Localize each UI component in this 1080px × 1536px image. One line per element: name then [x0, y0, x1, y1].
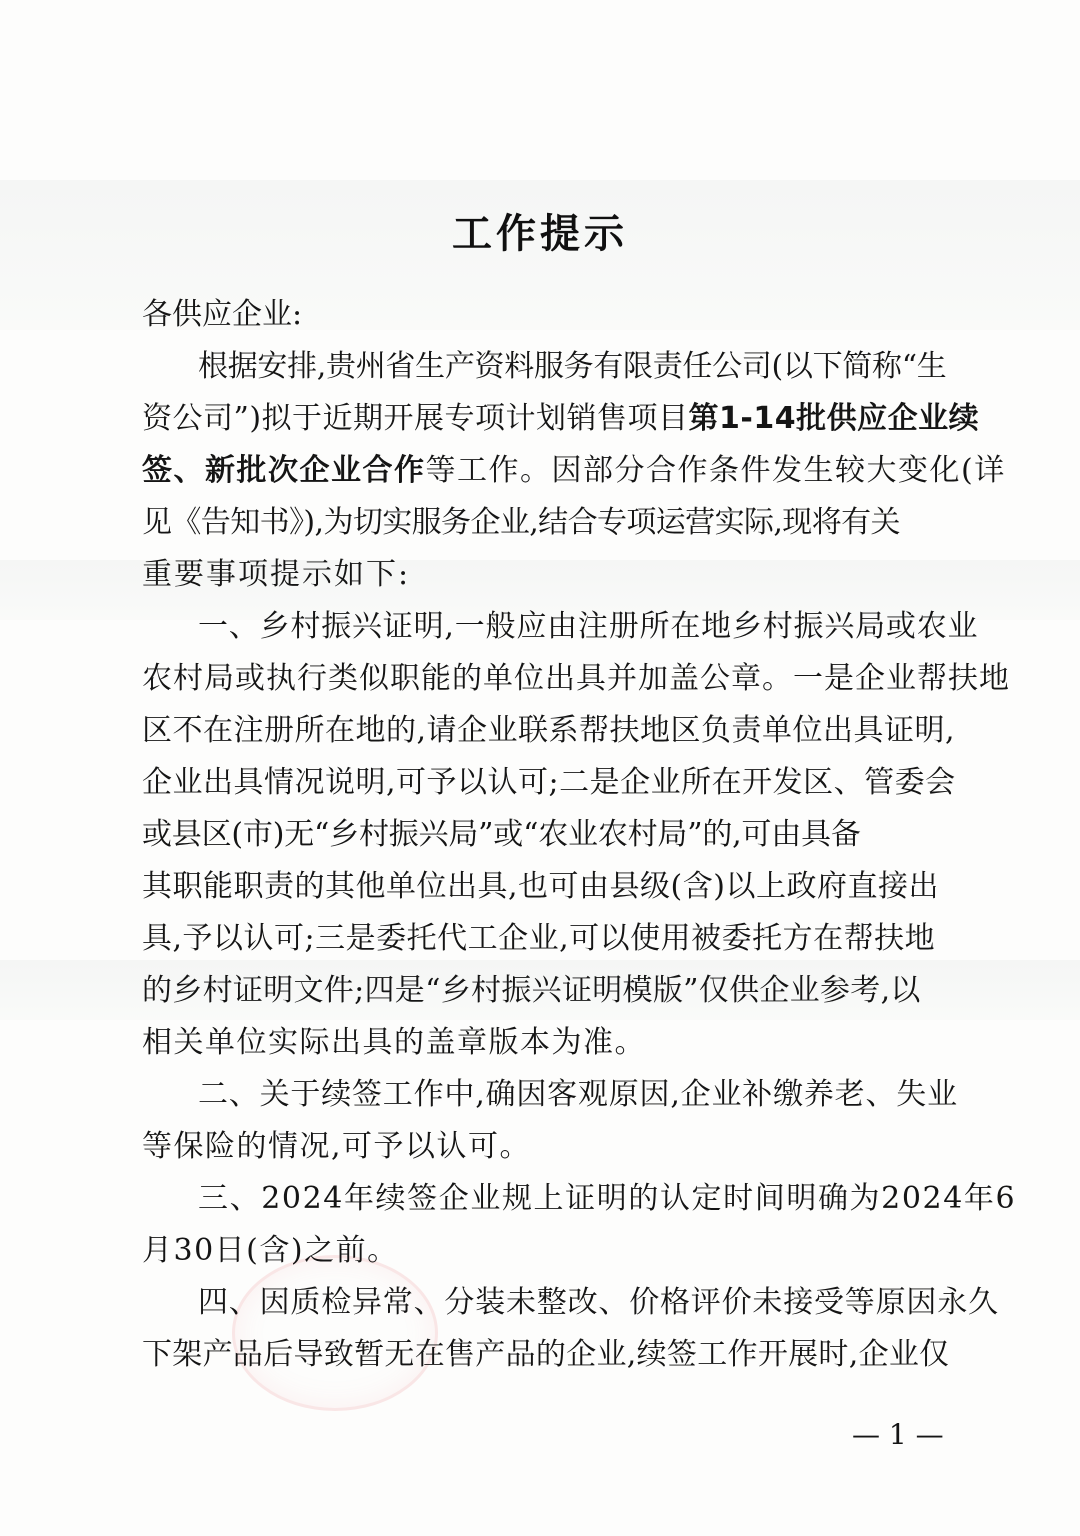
- paragraph-line: 区不在注册所在地的,请企业联系帮扶地区负责单位出具证明,: [142, 713, 956, 748]
- paragraph-line: 相关单位实际出具的盖章版本为准。: [142, 1025, 646, 1060]
- document-title: 工作提示: [452, 210, 628, 257]
- paragraph-line: 其职能职责的其他单位出具,也可由县级(含)以上政府直接出: [142, 869, 939, 904]
- paragraph-line: 具,予以认可;三是委托代工企业,可以使用被委托方在帮扶地: [142, 921, 936, 956]
- paragraph-line: [142, 397, 979, 441]
- paragraph-line: 企业出具情况说明,可予以认可;二是企业所在开发区、管委会: [142, 765, 956, 800]
- paragraph-line: 农村局或执行类似职能的单位出具并加盖公章。一是企业帮扶地: [142, 661, 1010, 696]
- paragraph-line: 三、2024年续签企业规上证明的认定时间明确为2024年6: [198, 1181, 1017, 1216]
- page-number: — 1 —: [852, 1418, 944, 1451]
- paragraph-line: 重要事项提示如下:: [142, 557, 411, 592]
- paragraph-line: 四、因质检异常、分装未整改、价格评价未接受等原因永久: [198, 1285, 999, 1320]
- emphasis-text: 签、新批次企业合作: [142, 453, 426, 488]
- paragraph-line: 根据安排,贵州省生产资料服务有限责任公司(以下简称“生: [198, 349, 947, 384]
- paragraph-text: 资公司”)拟于近期开展专项计划销售项目: [142, 401, 689, 436]
- paragraph-line: 二、关于续签工作中,确因客观原因,企业补缴养老、失业: [198, 1077, 958, 1112]
- paragraph-line: 下架产品后导致暂无在售产品的企业,续签工作开展时,企业仅: [142, 1337, 950, 1372]
- paragraph-line: 月30日(含)之前。: [142, 1233, 399, 1268]
- paragraph-line: 一、乡村振兴证明,一般应由注册所在地乡村振兴局或农业: [198, 609, 979, 644]
- salutation: 各供应企业:: [142, 297, 303, 332]
- paragraph-line: 的乡村证明文件;四是“乡村振兴证明模版”仅供企业参考,以: [142, 973, 921, 1008]
- paragraph-line: [142, 449, 1006, 493]
- paragraph-line: 见《告知书》),为切实服务企业,结合专项运营实际,现将有关: [142, 505, 900, 540]
- paragraph-line: 或县区(市)无“乡村振兴局”或“农业农村局”的,可由具备: [142, 817, 861, 852]
- paragraph-line: 等保险的情况,可予以认可。: [142, 1129, 532, 1164]
- emphasis-text: 第1-14批供应企业续: [688, 401, 980, 436]
- paragraph-text: 等工作。因部分合作条件发生较大变化(详: [425, 453, 1006, 488]
